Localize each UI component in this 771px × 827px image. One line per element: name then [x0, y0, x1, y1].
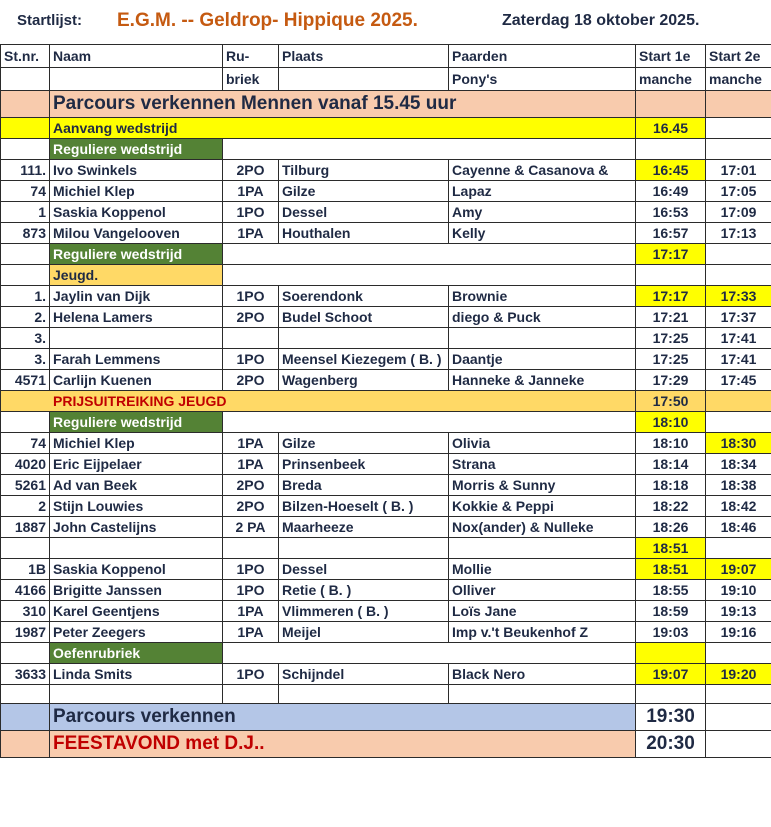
parcours-label: Parcours verkennen — [50, 704, 636, 731]
entry-paard — [449, 328, 636, 349]
reguliere-row-3 — [1, 412, 771, 433]
entry-paard: Hanneke & Janneke — [449, 370, 636, 391]
entry-start1: 18:22 — [636, 496, 706, 517]
entry-plaats: Bilzen-Hoeselt ( B. ) — [279, 496, 449, 517]
entry-paard: Amy — [449, 202, 636, 223]
entry-start1: 18:51 — [636, 559, 706, 580]
table-row — [1, 580, 771, 601]
entry-naam: Saskia Koppenol — [50, 559, 223, 580]
table-row — [1, 307, 771, 328]
table-row — [1, 601, 771, 622]
table-row — [1, 622, 771, 643]
entry-paard: Kelly — [449, 223, 636, 244]
entry-plaats: Prinsenbeek — [279, 454, 449, 475]
entry-plaats: Maarheeze — [279, 517, 449, 538]
col-start1-header-1: Start 1e — [636, 45, 706, 68]
entry-start1: 17:29 — [636, 370, 706, 391]
parcours-row — [1, 704, 771, 731]
table-row — [1, 223, 771, 244]
table-row — [1, 286, 771, 307]
entry-paard: Mollie — [449, 559, 636, 580]
entry-nr: 1. — [1, 286, 50, 307]
entry-naam: Michiel Klep — [50, 433, 223, 454]
entry-start2: 17:05 — [706, 181, 771, 202]
table-row — [1, 559, 771, 580]
blank-row — [1, 685, 771, 704]
entry-start1: 19:07 — [636, 664, 706, 685]
prijs-label: PRIJSUITREIKING JEUGD — [1, 391, 636, 412]
table-row — [1, 496, 771, 517]
entry-start1: 16:49 — [636, 181, 706, 202]
entry-start1: 18:55 — [636, 580, 706, 601]
entry-start1: 18:59 — [636, 601, 706, 622]
entry-rubriek: 1PO — [223, 202, 279, 223]
table-row — [1, 202, 771, 223]
entry-naam: Ad van Beek — [50, 475, 223, 496]
col-start1-header-2: manche — [636, 68, 706, 91]
entry-rubriek: 2 PA — [223, 517, 279, 538]
reguliere-label-3: Reguliere wedstrijd — [50, 412, 223, 433]
entry-naam: Michiel Klep — [50, 181, 223, 202]
header-row-1 — [1, 45, 771, 68]
parcours-mennen-row — [1, 91, 771, 118]
entry-nr: 5261 — [1, 475, 50, 496]
reguliere-row-2 — [1, 244, 771, 265]
entry-paard: Cayenne & Casanova & — [449, 160, 636, 181]
table-row — [1, 370, 771, 391]
entry-paard: Olliver — [449, 580, 636, 601]
page-header — [0, 0, 771, 44]
table-row — [1, 517, 771, 538]
entry-paard: diego & Puck — [449, 307, 636, 328]
entry-plaats: Wagenberg — [279, 370, 449, 391]
entry-nr: 2. — [1, 307, 50, 328]
entry-naam: Peter Zeegers — [50, 622, 223, 643]
entry-start2: 18:38 — [706, 475, 771, 496]
entry-paard: Strana — [449, 454, 636, 475]
entry-rubriek: 1PO — [223, 286, 279, 307]
table-row — [1, 454, 771, 475]
entry-start2: 17:45 — [706, 370, 771, 391]
entry-naam: Stijn Louwies — [50, 496, 223, 517]
entry-plaats: Dessel — [279, 559, 449, 580]
entry-naam: Carlijn Kuenen — [50, 370, 223, 391]
entry-plaats — [279, 328, 449, 349]
entry-plaats: Gilze — [279, 433, 449, 454]
prijs-row — [1, 391, 771, 412]
col-naam-header: Naam — [50, 45, 223, 68]
entry-naam: Saskia Koppenol — [50, 202, 223, 223]
table-row — [1, 160, 771, 181]
entry-paard: Morris & Sunny — [449, 475, 636, 496]
table-row — [1, 181, 771, 202]
event-date: Zaterdag 18 oktober 2025. — [502, 12, 700, 29]
entry-rubriek: 2PO — [223, 160, 279, 181]
feest-label: FEESTAVOND met D.J.. — [50, 731, 636, 758]
entry-rubriek: 1PO — [223, 664, 279, 685]
entry-naam: Farah Lemmens — [50, 349, 223, 370]
entry-nr: 74 — [1, 181, 50, 202]
table-row — [1, 475, 771, 496]
reguliere-row-1 — [1, 139, 771, 160]
entry-start1: 16:57 — [636, 223, 706, 244]
entry-nr: 3633 — [1, 664, 50, 685]
entry-rubriek — [223, 328, 279, 349]
reguliere-time-3: 18:10 — [636, 412, 706, 433]
aanvang-time: 16.45 — [636, 118, 706, 139]
reguliere-label-1: Reguliere wedstrijd — [50, 139, 223, 160]
entry-rubriek: 1PA — [223, 181, 279, 202]
entry-paard: Kokkie & Peppi — [449, 496, 636, 517]
startlist-table — [0, 44, 771, 758]
entry-naam — [50, 328, 223, 349]
feest-time: 20:30 — [636, 731, 706, 758]
oefen-row — [1, 643, 771, 664]
prijs-time: 17:50 — [636, 391, 706, 412]
entry-naam: Helena Lamers — [50, 307, 223, 328]
aanvang-label: Aanvang wedstrijd — [50, 118, 636, 139]
entry-start2: 18:42 — [706, 496, 771, 517]
entry-rubriek: 1PA — [223, 601, 279, 622]
col-paarden-header: Paarden — [449, 45, 636, 68]
entry-naam: Linda Smits — [50, 664, 223, 685]
entry-rubriek: 2PO — [223, 307, 279, 328]
entry-rubriek: 1PO — [223, 349, 279, 370]
col-plaats-header: Plaats — [279, 45, 449, 68]
parcours-time: 19:30 — [636, 704, 706, 731]
entry-start1: 17:21 — [636, 307, 706, 328]
entry-start2: 17:41 — [706, 328, 771, 349]
entry-start1: 19:03 — [636, 622, 706, 643]
entry-start2: 19:16 — [706, 622, 771, 643]
entry-plaats: Meensel Kiezegem ( B. ) — [279, 349, 449, 370]
entry-paard: Lapaz — [449, 181, 636, 202]
entry-plaats: Meijel — [279, 622, 449, 643]
entry-start2: 19:13 — [706, 601, 771, 622]
table-row — [1, 349, 771, 370]
entry-start1: 18:26 — [636, 517, 706, 538]
entry-plaats: Vlimmeren ( B. ) — [279, 601, 449, 622]
entry-naam: Eric Eijpelaer — [50, 454, 223, 475]
entry-rubriek: 1PO — [223, 559, 279, 580]
entry-start2: 18:46 — [706, 517, 771, 538]
oefen-label: Oefenrubriek — [50, 643, 223, 664]
entry-start2: 19:20 — [706, 664, 771, 685]
col-nr-header: St.nr. — [1, 45, 50, 68]
entry-nr: 3. — [1, 328, 50, 349]
entry-paard: Olivia — [449, 433, 636, 454]
entry-plaats: Tilburg — [279, 160, 449, 181]
entry-nr: 873 — [1, 223, 50, 244]
entry-nr: 4020 — [1, 454, 50, 475]
entry-plaats: Gilze — [279, 181, 449, 202]
entry-start1: 18:10 — [636, 433, 706, 454]
aanvang-row — [1, 118, 771, 139]
entry-start2: 17:13 — [706, 223, 771, 244]
entry-nr: 3. — [1, 349, 50, 370]
entry-nr: 310 — [1, 601, 50, 622]
entry-nr: 74 — [1, 433, 50, 454]
entry-naam: John Castelijns — [50, 517, 223, 538]
header-row-2 — [1, 68, 771, 91]
entry-plaats: Houthalen — [279, 223, 449, 244]
entry-start1: 17:17 — [636, 286, 706, 307]
entry-paard: Loïs Jane — [449, 601, 636, 622]
entry-start2: 18:30 — [706, 433, 771, 454]
entry-naam: Milou Vangelooven — [50, 223, 223, 244]
col-rubriek-header-2: briek — [223, 68, 279, 91]
entry-paard: Black Nero — [449, 664, 636, 685]
entry-start2: 17:41 — [706, 349, 771, 370]
gap-row — [1, 538, 771, 559]
entry-paard: Imp v.'t Beukenhof Z — [449, 622, 636, 643]
entry-start1: 16:45 — [636, 160, 706, 181]
entry-plaats: Schijndel — [279, 664, 449, 685]
entry-start1: 18:14 — [636, 454, 706, 475]
entry-paard: Brownie — [449, 286, 636, 307]
col-ponys-header: Pony's — [449, 68, 636, 91]
entry-plaats: Budel Schoot — [279, 307, 449, 328]
entry-naam: Karel Geentjens — [50, 601, 223, 622]
entry-rubriek: 2PO — [223, 475, 279, 496]
entry-nr: 1887 — [1, 517, 50, 538]
entry-nr: 2 — [1, 496, 50, 517]
jeugd-label: Jeugd. — [50, 265, 223, 286]
entry-start2: 17:01 — [706, 160, 771, 181]
entry-nr: 1B — [1, 559, 50, 580]
entry-nr: 111. — [1, 160, 50, 181]
entry-start1: 17:25 — [636, 349, 706, 370]
startlijst-label: Startlijst: — [17, 12, 83, 29]
feest-row — [1, 731, 771, 758]
entry-rubriek: 1PA — [223, 454, 279, 475]
entry-rubriek: 1PO — [223, 580, 279, 601]
entry-start2: 19:10 — [706, 580, 771, 601]
entry-nr: 1 — [1, 202, 50, 223]
entry-plaats: Breda — [279, 475, 449, 496]
entry-naam: Brigitte Janssen — [50, 580, 223, 601]
entry-start1: 18:18 — [636, 475, 706, 496]
reguliere-label-2: Reguliere wedstrijd — [50, 244, 223, 265]
entry-plaats: Dessel — [279, 202, 449, 223]
col-rubriek-header-1: Ru- — [223, 45, 279, 68]
entry-nr: 1987 — [1, 622, 50, 643]
entry-start2: 17:09 — [706, 202, 771, 223]
entry-plaats: Retie ( B. ) — [279, 580, 449, 601]
entry-paard: Daantje — [449, 349, 636, 370]
entry-rubriek: 2PO — [223, 370, 279, 391]
entry-plaats: Soerendonk — [279, 286, 449, 307]
gap-time: 18:51 — [636, 538, 706, 559]
col-start2-header-1: Start 2e — [706, 45, 771, 68]
entry-nr: 4571 — [1, 370, 50, 391]
entry-nr: 4166 — [1, 580, 50, 601]
entry-rubriek: 1PA — [223, 223, 279, 244]
table-row — [1, 433, 771, 454]
entry-start2: 17:33 — [706, 286, 771, 307]
reguliere-time-2: 17:17 — [636, 244, 706, 265]
entry-rubriek: 2PO — [223, 496, 279, 517]
col-start2-header-2: manche — [706, 68, 771, 91]
table-row — [1, 664, 771, 685]
jeugd-row — [1, 265, 771, 286]
parcours-mennen-label: Parcours verkennen Mennen vanaf 15.45 uur — [50, 91, 636, 118]
entry-start1: 16:53 — [636, 202, 706, 223]
entry-start2: 19:07 — [706, 559, 771, 580]
entry-start2: 17:37 — [706, 307, 771, 328]
entry-naam: Ivo Swinkels — [50, 160, 223, 181]
entry-start2: 18:34 — [706, 454, 771, 475]
entry-naam: Jaylin van Dijk — [50, 286, 223, 307]
entry-start1: 17:25 — [636, 328, 706, 349]
entry-paard: Nox(ander) & Nulleke — [449, 517, 636, 538]
table-row — [1, 328, 771, 349]
entry-rubriek: 1PA — [223, 622, 279, 643]
event-title: E.G.M. -- Geldrop- Hippique 2025. — [117, 10, 418, 31]
entry-rubriek: 1PA — [223, 433, 279, 454]
